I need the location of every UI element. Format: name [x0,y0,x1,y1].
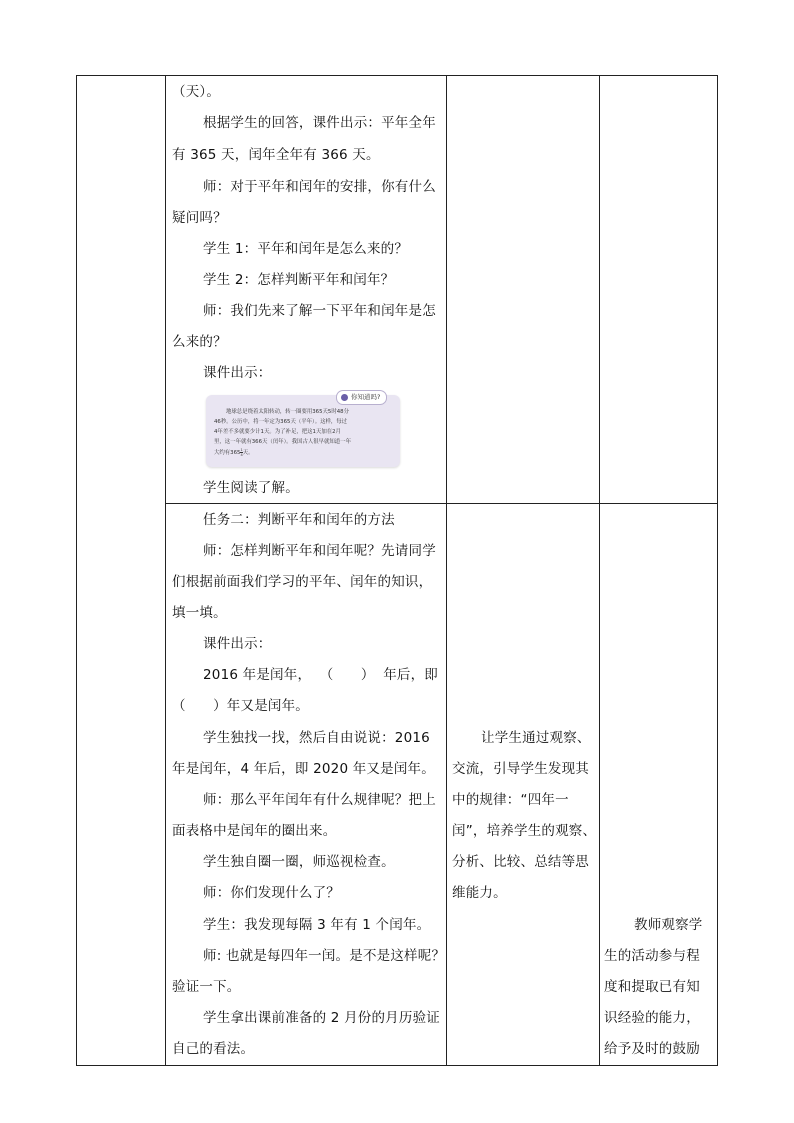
text-line: 学生独自圈一圈，师巡视检查。 [203,854,395,870]
column-divider [599,76,600,1065]
task-heading: 任务二：判断平年和闰年的方法 [203,512,395,528]
text-line: 疑问吗？ [172,210,227,226]
info-line: 里，这一年就有366天（闰年）。我国古人很早就知道一年 [214,439,351,445]
text-line: 师：那么平年闰年有什么规律呢？把上 [203,792,436,808]
text-line: 课件出示： [203,365,272,381]
text-line: 学生拿出课前准备的 2 月份的月历验证 [203,1010,440,1026]
intent-line: 闰”，培养学生的观察、 [452,823,597,839]
evaluation-line: 生的活动参与程 [604,948,700,964]
text-line: 年是闰年，4 年后，即 2020 年又是闰年。 [172,761,435,777]
evaluation-line: 识经验的能力， [604,1010,700,1026]
row-divider [165,503,717,504]
info-line: 46秒。公历中，将一年定为365天（平年）。这样，每过 [214,419,348,425]
intent-line: 交流，引导学生发现其 [452,761,589,777]
speaker-icon [341,394,348,401]
text-line: 验证一下。 [172,979,241,995]
info-line: 地球总是绕着太阳转动，转一圈要用365天5时48分 [226,409,350,415]
info-line-last: 大约有365 $\frac{1}{4}$ 天。 [214,448,254,457]
evaluation-line: 度和提取已有知 [604,979,700,995]
text-line: 学生阅读了解。 [203,480,299,496]
intent-line: 分析、比较、总结等思 [452,854,589,870]
did-you-know-tag [336,390,387,405]
text-line: 根据学生的回答，课件出示：平年全年 [203,115,436,131]
fraction: $\frac{1}{4}$ [240,448,243,457]
text-line: 师：怎样判断平年和闰年呢？先请同学 [203,543,436,559]
column-divider [446,76,447,1065]
fill-blank-line: 2016 年是闰年， （ ） 年后，即 [203,667,438,683]
text-line: 课件出示： [203,636,272,652]
text-line: 学生：我发现每隔 3 年有 1 个闰年。 [203,917,431,933]
info-line: 4年差不多就要少计1天。为了补足，把这1天加在2月 [214,429,341,435]
text-line: 师：对于平年和闰年的安排，你有什么 [203,179,436,195]
evaluation-line: 给予及时的鼓励 [604,1041,700,1057]
column-divider [165,76,166,1065]
text-line: 师：我们先来了解一下平年和闰年是怎 [203,303,436,319]
intent-line: 中的规律：“四年一 [452,792,569,808]
did-you-know-label: 你知道吗? [351,393,381,401]
intent-line: 维能力。 [452,885,507,901]
text-line: 有 365 天，闰年全年有 366 天。 [172,147,380,163]
text-line: （天）。 [172,84,221,100]
did-you-know-box [206,395,400,467]
text-line: 面表格中是闰年的圈出来。 [172,823,337,839]
text-line: 师: 也就是每四年一闰。是不是这样呢？ [203,948,446,964]
intent-line: 让学生通过观察、 [481,730,591,746]
text-line: 填一填。 [172,605,227,621]
text-line: 自己的看法。 [172,1041,255,1057]
text-line: 学生 1：平年和闰年是怎么来的？ [203,241,409,257]
text-line: 们根据前面我们学习的平年、闰年的知识， [172,574,433,590]
text-line: 学生独找一找，然后自由说说：2016 [203,730,430,746]
text-line: （ ）年又是闰年。 [172,698,309,714]
text-line: 学生 2：怎样判断平年和闰年？ [203,272,395,288]
evaluation-line: 教师观察学 [634,917,703,933]
text-line: 师：你们发现什么了？ [203,885,340,901]
text-line: 么来的？ [172,334,227,350]
